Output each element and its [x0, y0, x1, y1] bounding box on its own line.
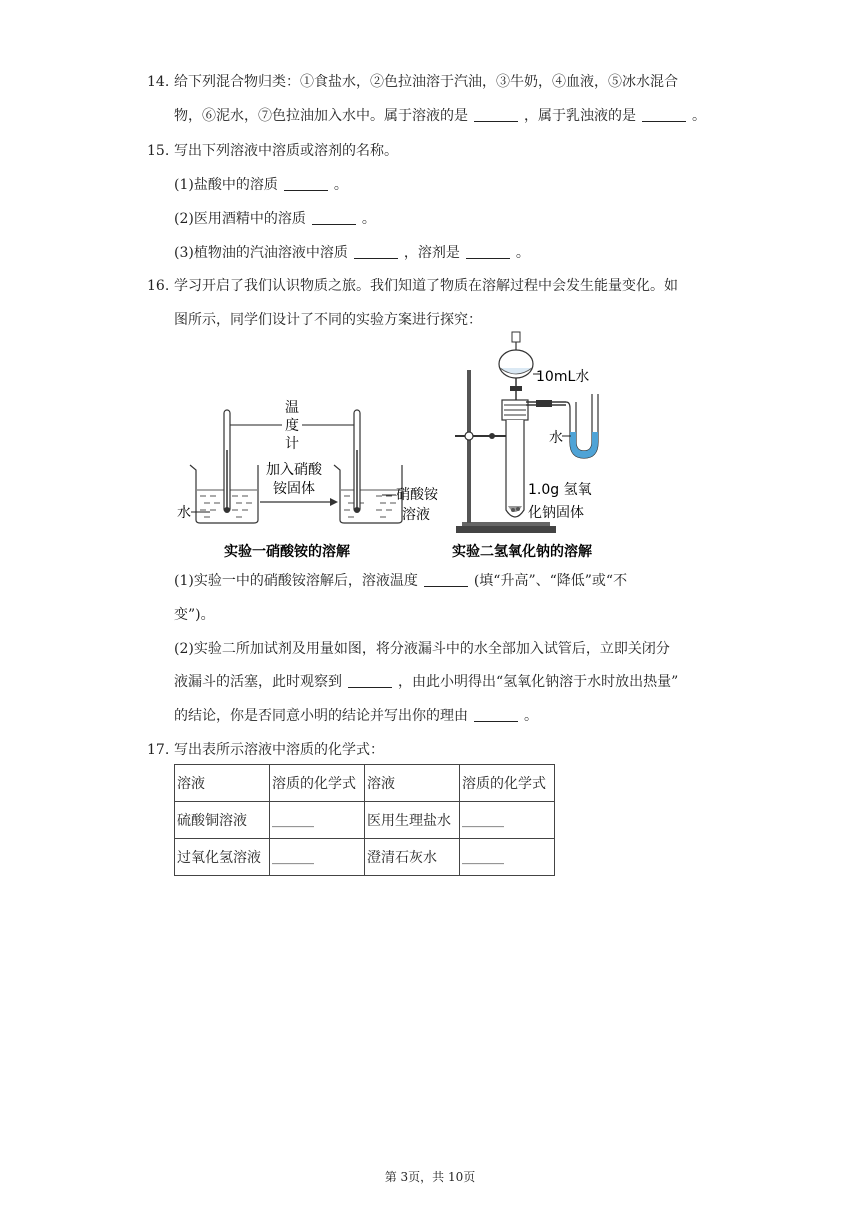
q17-cell-formula-blank[interactable]: ______: [270, 839, 365, 876]
q16-part2-line1: (2)实验二所加试剂及用量如图，将分液漏斗中的水全部加入试管后，立即关闭分: [174, 641, 670, 657]
q16-part1-text-a: (1)实验一中的硝酸铵溶解后，溶液温度: [174, 573, 418, 589]
fig2-test-tube: [502, 400, 528, 517]
q15-part3-text-b: ，溶剂是: [403, 245, 460, 261]
fig1-arrow: [260, 498, 338, 506]
q15-blank-3b[interactable]: [466, 244, 510, 259]
q15-part3: [174, 243, 530, 263]
q15-part1-end: 。: [333, 177, 348, 193]
q14-text-line1: 给下列混合物归类：①食盐水，②色拉油溶于汽油，③牛奶，④血液，⑤冰水混合: [174, 74, 678, 90]
q16-part1-text-b: (填“升高”、“降低”或“不: [473, 573, 628, 589]
fig1-solution-label-2: 溶液: [402, 507, 430, 523]
q17-table: [174, 764, 555, 876]
q15-part1-text: (1)盐酸中的溶质: [174, 177, 278, 193]
fig1-water-label: 水: [177, 505, 191, 521]
q15-intro: 写出下列溶液中溶质或溶剂的名称。: [174, 143, 398, 159]
q16-part2-text-c: ，由此小明得出“氢氧化钠溶于水时放出热量”: [398, 674, 679, 690]
fig1-add-label-1: 加入硝酸: [266, 462, 322, 478]
q16-part2-text-d: 的结论，你是否同意小明的结论并写出你的理由: [174, 708, 468, 724]
q14-text-line2: [174, 106, 706, 126]
q16-text-line2: 图所示，同学们设计了不同的实验方案进行探究：: [174, 312, 482, 328]
q15-blank-1[interactable]: [284, 176, 328, 191]
fig1-thermometer-label-3: 计: [285, 436, 299, 452]
q17-header-solution-1: 溶液: [175, 765, 270, 802]
fig2-water-label: 水: [549, 430, 563, 446]
fig1-thermometer-label-1: 温: [285, 400, 299, 416]
fig1-solution-label-1: 硝酸铵: [396, 487, 438, 503]
q16-blank-2a[interactable]: [348, 673, 392, 688]
page-footer: 第 3页，共 10页: [384, 1170, 476, 1184]
q17-cell-solution: 澄清石灰水: [365, 839, 460, 876]
q16-text-line1: 学习开启了我们认识物质之旅。我们知道了物质在溶解过程中会发生能量变化。如: [174, 278, 678, 294]
q14-text-a: 物，⑥泥水，⑦色拉油加入水中。属于溶液的是: [174, 108, 468, 124]
q16-part2-line2: [174, 672, 678, 692]
q17-cell-formula-blank[interactable]: ______: [460, 802, 555, 839]
q15-part2-end: 。: [361, 211, 376, 227]
fig1-beaker-right: [334, 465, 402, 523]
q17-header-formula-2: 溶质的化学式: [460, 765, 555, 802]
q14-number: 14.: [147, 74, 170, 90]
q15-number: 15.: [147, 143, 170, 159]
q17-cell-formula-blank[interactable]: ______: [270, 802, 365, 839]
table-row: [175, 839, 555, 876]
q15-part3-text-a: (3)植物油的汽油溶液中溶质: [174, 245, 348, 261]
q16-part1-line1: [174, 571, 627, 591]
fig2-u-tube: [526, 394, 598, 458]
table-row: [175, 802, 555, 839]
fig2-caption: 实验二氢氧化钠的溶解: [452, 544, 592, 560]
fig2-separatory-funnel: [499, 332, 533, 400]
q16-blank-1[interactable]: [424, 572, 468, 587]
fig2-solid-label-1: 1.0g 氢氧: [528, 482, 592, 498]
q16-part1-line2: 变”)。: [174, 607, 215, 623]
q17-cell-solution: 硫酸铜溶液: [175, 802, 270, 839]
fig2-solid-label-2: 化钠固体: [528, 505, 584, 521]
q14-blank-solution[interactable]: [474, 107, 518, 122]
fig1-add-label-2: 铵固体: [273, 481, 315, 497]
q15-part2: [174, 209, 376, 229]
q15-part3-end: 。: [515, 245, 530, 261]
q16-number: 16.: [147, 278, 170, 294]
q16-blank-2b[interactable]: [474, 707, 518, 722]
q15-blank-3a[interactable]: [354, 244, 398, 259]
q17-header-formula-1: 溶质的化学式: [270, 765, 365, 802]
q17-number: 17.: [147, 742, 170, 758]
q14-blank-emulsion[interactable]: [642, 107, 686, 122]
fig1-caption: 实验一硝酸铵的溶解: [224, 544, 350, 560]
q16-part2-line3: [174, 706, 538, 726]
fig1-thermometer-label-2: 度: [285, 418, 299, 434]
q17-intro: 写出表所示溶液中溶质的化学式：: [174, 742, 384, 758]
fig1-thermometer-right: [354, 410, 360, 513]
q16-experiment-figure: [170, 330, 620, 566]
q14-text-c: 。: [692, 108, 706, 124]
q17-cell-solution: 医用生理盐水: [365, 802, 460, 839]
q16-part2-text-b: 液漏斗的活塞，此时观察到: [174, 674, 342, 690]
q15-part1: [174, 175, 348, 195]
q17-header-solution-2: 溶液: [365, 765, 460, 802]
q14-text-b: ，属于乳浊液的是: [524, 108, 636, 124]
q15-blank-2[interactable]: [312, 210, 356, 225]
q17-cell-solution: 过氧化氢溶液: [175, 839, 270, 876]
fig1-thermometer-left: [224, 410, 230, 513]
q16-part2-text-e: 。: [524, 708, 538, 724]
q15-part2-text: (2)医用酒精中的溶质: [174, 211, 306, 227]
fig2-water-volume-label: 10mL水: [536, 369, 590, 385]
q17-table-header-row: [175, 765, 555, 802]
q17-cell-formula-blank[interactable]: ______: [460, 839, 555, 876]
